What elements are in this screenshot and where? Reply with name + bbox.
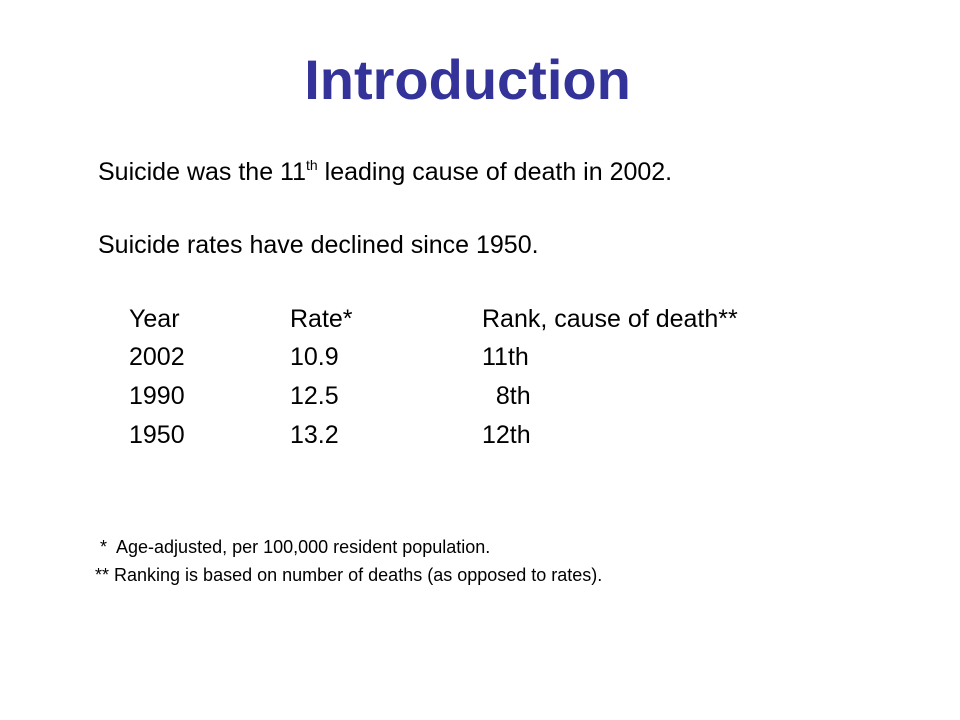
cell-year: 1990: [129, 382, 185, 410]
cell-rank: 12th: [482, 421, 531, 449]
cell-rate: 10.9: [290, 343, 339, 371]
statement-leading-cause: [98, 157, 673, 186]
footnote-age-adjusted: * Age-adjusted, per 100,000 resident population.: [95, 537, 491, 557]
header-rank: Rank, cause of death**: [482, 305, 738, 333]
header-year: Year: [129, 305, 180, 333]
cell-rank: 11th: [482, 343, 529, 371]
table-row: [0, 345, 960, 375]
cell-year: 1950: [129, 421, 185, 449]
cell-rank: 8th: [482, 382, 531, 410]
cell-rate: 13.2: [290, 421, 339, 449]
table-header-row: [0, 307, 960, 337]
cell-year: 2002: [129, 343, 185, 371]
statement-leading-cause-prefix: Suicide was the 11: [98, 158, 306, 186]
ordinal-superscript: th: [306, 157, 318, 173]
slide-title: Introduction: [304, 48, 631, 111]
statement-rates-declined: Suicide rates have declined since 1950.: [98, 231, 539, 259]
footnote-ranking: ** Ranking is based on number of deaths (as opposed to rates).: [95, 565, 603, 585]
cell-rate: 12.5: [290, 382, 339, 410]
statement-leading-cause-suffix: leading cause of death in 2002.: [317, 158, 673, 186]
table-row: [0, 423, 960, 453]
table-row: [0, 384, 960, 414]
header-rate: Rate*: [290, 305, 353, 333]
